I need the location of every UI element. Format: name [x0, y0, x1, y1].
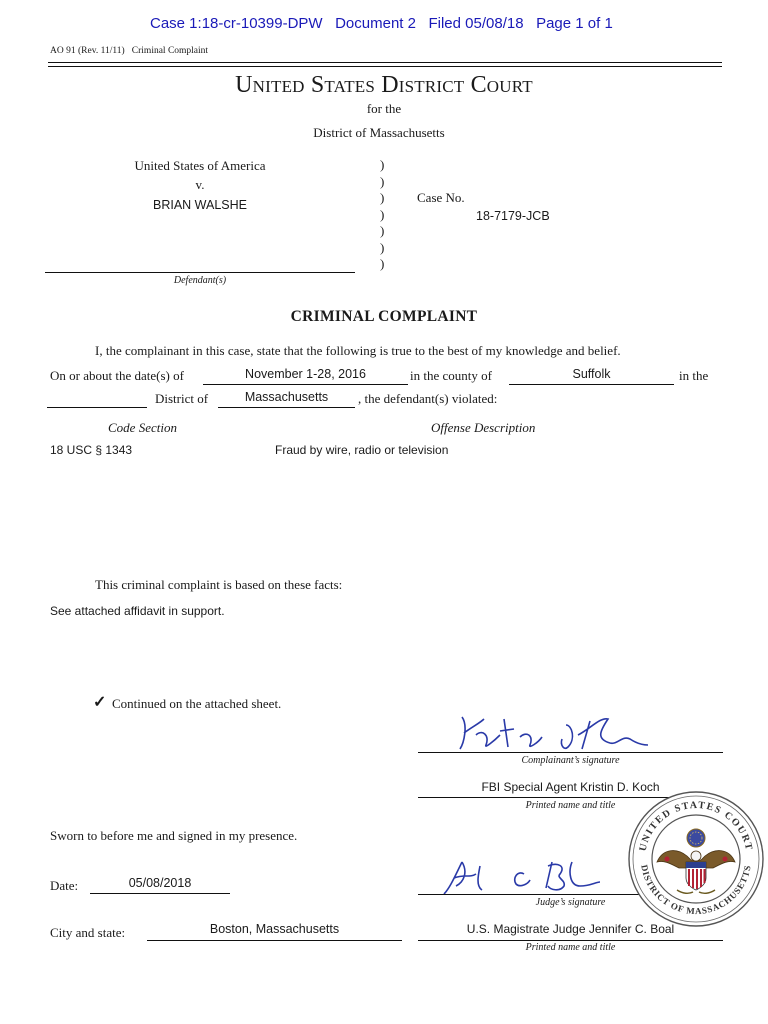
date-label: Date:: [50, 878, 79, 893]
sworn-date: 05/08/2018: [128, 876, 192, 890]
date-prefix: On or about the date(s) of: [50, 368, 184, 383]
judge-name-line: [418, 940, 723, 941]
complainant-name: FBI Special Agent Kristin D. Koch: [481, 780, 660, 794]
complainant-printed-label: Printed name and title: [525, 800, 616, 811]
defendant-name: BRIAN WALSHE: [152, 198, 247, 212]
judge-printed-label: Printed name and title: [525, 942, 616, 953]
district-line: [218, 407, 355, 408]
continued-checkbox: ✓: [93, 694, 107, 711]
offense-code: 18 USC § 1343: [50, 443, 133, 457]
county-prefix: in the county of: [410, 368, 492, 383]
header-rule-top: [48, 62, 722, 63]
district-value: Massachusetts: [244, 390, 329, 404]
judge-signature-label: Judge’s signature: [535, 897, 606, 908]
complainant-signature-label: Complainant’s signature: [521, 755, 620, 766]
city-state-label: City and state:: [50, 925, 126, 940]
caption-parentheses: ) ) ) ) ) ) ): [380, 157, 385, 271]
court-district: District of Massachusetts: [313, 125, 445, 140]
district-of: District of: [155, 391, 209, 406]
complaint-heading: CRIMINAL COMPLAINT: [290, 308, 478, 325]
defendant-line: [45, 272, 355, 273]
dates-line: [203, 384, 408, 385]
complainant-signature-line: [418, 752, 723, 753]
county-value: Suffolk: [572, 367, 611, 381]
svg-text:UNITED STATES COURT: UNITED STATES COURT: [637, 799, 755, 853]
svg-text:DISTRICT OF MASSACHUSETTS: DISTRICT OF MASSACHUSETTS: [639, 863, 753, 917]
stamp-filed: Filed 05/08/18: [428, 15, 524, 32]
district-blank-line: [47, 407, 147, 408]
court-seal: [627, 790, 765, 928]
offense-description-header: Offense Description: [431, 420, 536, 435]
continued-text: Continued on the attached sheet.: [112, 696, 282, 711]
case-no-value: 18-7179-JCB: [476, 209, 550, 223]
plaintiff-name: United States of America: [134, 158, 266, 173]
judge-name: U.S. Magistrate Judge Jennifer C. Boal: [466, 922, 675, 936]
city-state-line: [147, 940, 402, 941]
violated-text: , the defendant(s) violated:: [358, 391, 498, 406]
code-section-header: Code Section: [108, 420, 177, 435]
county-line: [509, 384, 674, 385]
form-id: AO 91 (Rev. 11/11) Criminal Complaint: [50, 46, 209, 56]
offense-description: Fraud by wire, radio or television: [275, 443, 449, 457]
filing-stamp: [150, 15, 613, 32]
versus: v.: [195, 177, 205, 192]
in-the: in the: [679, 368, 709, 383]
complainant-signature: [450, 705, 660, 755]
court-title: United States District Court: [235, 72, 533, 98]
defendant-label: Defendant(s): [173, 275, 227, 286]
complaint-statement: I, the complainant in this case, state that the following is true to the best of my knowledge and belief.: [95, 343, 621, 358]
case-no-label: Case No.: [417, 190, 465, 205]
city-state-value: Boston, Massachusetts: [209, 922, 340, 936]
sworn-text: Sworn to before me and signed in my presence.: [50, 828, 298, 843]
for-the: for the: [366, 101, 402, 116]
stamp-document: Document 2: [335, 15, 416, 32]
offense-dates: November 1-28, 2016: [245, 367, 366, 381]
facts-text: See attached affidavit in support.: [50, 604, 225, 618]
judge-signature: [440, 852, 620, 898]
stamp-page: Page 1 of 1: [536, 15, 613, 32]
facts-intro: This criminal complaint is based on these facts:: [95, 577, 343, 592]
header-rule-bottom: [48, 66, 722, 67]
sworn-date-line: [90, 893, 230, 894]
stamp-case: Case 1:18-cr-10399-DPW: [150, 15, 323, 32]
